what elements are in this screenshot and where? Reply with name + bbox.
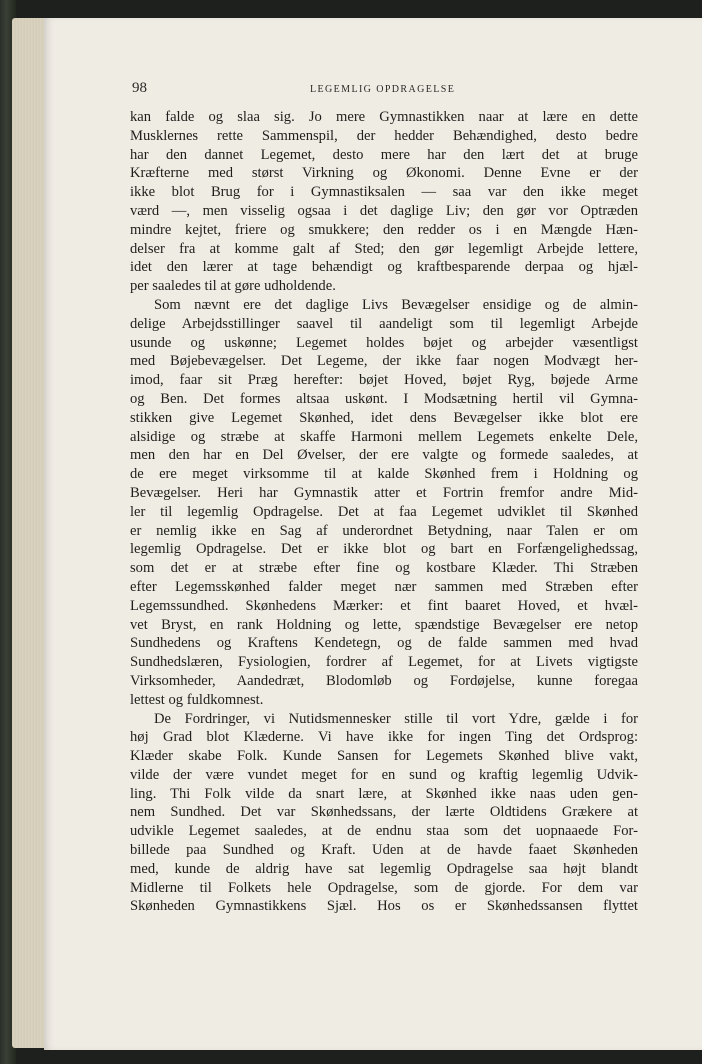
running-head: LEGEMLIG OPDRAGELSE bbox=[310, 84, 456, 95]
text-line: idet den lærer at tage behændigt og kraftbesparende derpaa og hjæl- bbox=[130, 259, 638, 276]
text-line: delige Arbejdsstillinger saavel til aandeligt som til legemligt Arbejde bbox=[130, 315, 638, 332]
text-line: vet Bryst, en rank Holdning og lette, spændstige Bevægelser ere netop bbox=[130, 616, 638, 633]
text-line: legemlig Opdragelse. Det er ikke blot og bart en Forfængelighedssag, bbox=[130, 541, 638, 558]
text-line: Virksomheder, Aandedræt, Blodomløb og Fordøjelse, kunne foregaa bbox=[130, 672, 638, 689]
text-line: vilde der være vundet meget for en sund og kraftig legemlig Udvik- bbox=[130, 766, 638, 783]
text-line: høj Grad blot Klæderne. Vi have ikke for ingen Ting det Ordsprog: bbox=[130, 729, 638, 746]
text-line: ling. Thi Folk vilde da snart lære, at Skønhed ikke naas uden gen- bbox=[130, 785, 638, 802]
text-line: ikke blot Brug for i Gymnastiksalen — saa var den ikke meget bbox=[130, 184, 638, 201]
text-line: Sundhedens og Kraftens Kendetegn, og de falde sammen med hvad bbox=[130, 635, 638, 652]
text-line: Skønheden Gymnastikkens Sjæl. Hos os er Skønhedssansen flyttet bbox=[130, 898, 638, 915]
text-line: har den dannet Legemet, desto mere har den lært det at bruge bbox=[130, 146, 638, 163]
page-edges bbox=[12, 18, 46, 1048]
text-line: billede paa Sundhed og Kraft. Uden at de havde faaet Skønheden bbox=[130, 842, 638, 859]
text-line: mindre kejtet, friere og smukkere; den redder os i en Mængde Hæn- bbox=[130, 221, 638, 238]
text-line: per saaledes til at gøre udholdende. bbox=[130, 278, 336, 295]
text-line: lettest og fuldkomnest. bbox=[130, 691, 264, 708]
text-line: med, kunde de aldrig have sat legemlig Opdragelse saa højt blandt bbox=[130, 860, 638, 877]
text-line: De Fordringer, vi Nutidsmennesker stille til vort Ydre, gælde i for bbox=[154, 710, 638, 727]
text-line: Klæder skabe Folk. Kunde Sansen for Legemets Skønhed blive vakt, bbox=[130, 748, 638, 765]
text-line: udvikle Legemet saaledes, at de endnu staa som det uopnaaede For- bbox=[130, 823, 638, 840]
text-line: men den har en Del Øvelser, der ere valgte og formede saaledes, at bbox=[130, 447, 638, 464]
page-number: 98 bbox=[132, 80, 147, 96]
text-line: nem Sundhed. Det var Skønhedssans, der lærte Oldtidens Grækere at bbox=[130, 804, 638, 821]
text-line: Som nævnt ere det daglige Livs Bevægelser ensidige og de almin- bbox=[154, 296, 638, 313]
text-line: ler til legemlig Opdragelse. Det at faa Legemet udviklet til Skønhed bbox=[130, 503, 638, 520]
text-line: Sundhedslæren, Fysiologien, fordrer af Legemet, for at Livets vigtigste bbox=[130, 654, 638, 671]
text-line: Kræfterne med størst Virkning og Økonomi. Denne Evne er der bbox=[130, 165, 638, 182]
text-line: og Ben. Det formes altsaa uskønt. I Modsætning hertil vil Gymna- bbox=[130, 390, 638, 407]
text-line: de ere meget virksomme til at kalde Skønhed frem i Holdning og bbox=[130, 466, 638, 483]
text-line: efter Legemsskønhed falder meget nær sammen med Stræben efter bbox=[130, 578, 638, 595]
text-line: som det er at stræbe efter fine og kostbare Klæder. Thi Stræben bbox=[130, 560, 638, 577]
text-line: værd —, men visselig ogsaa i det daglige Liv; den gør vor Optræden bbox=[130, 202, 638, 219]
text-line: Legemssundhed. Skønhedens Mærker: et fint baaret Hoved, et hvæl- bbox=[130, 597, 638, 614]
text-line: Midlerne til Folkets hele Opdragelse, som de gjorde. For dem var bbox=[130, 879, 638, 896]
text-line: usunde og uskønne; Legemet holdes bøjet og arbejder væsentligst bbox=[130, 334, 638, 351]
text-line: er nemlig ikke en Sag af underordnet Betydning, naar Talen er om bbox=[130, 522, 638, 539]
text-line: stikken give Legemet Skønhed, idet dens Bevægelser ikke blot ere bbox=[130, 409, 638, 426]
text-line: kan falde og slaa sig. Jo mere Gymnastikken naar at lære en dette bbox=[130, 109, 638, 125]
text-line: med Bøjebevægelser. Det Legeme, der ikke faar nogen Modvægt her- bbox=[130, 353, 638, 370]
text-line: Musklernes rette Sammenspil, der hedder Behændighed, desto bedre bbox=[130, 127, 638, 144]
text-line: alsidige og stræbe at skaffe Harmoni mellem Legemets enkelte Dele, bbox=[130, 428, 638, 445]
text-line: delser fra at komme galt af Sted; den gør legemligt Arbejde lettere, bbox=[130, 240, 638, 257]
text-line: imod, faar sit Præg herefter: bøjet Hoved, bøjet Ryg, bøjede Arme bbox=[130, 372, 638, 389]
text-line: Bevægelser. Heri har Gymnastik atter et Fortrin fremfor andre Mid- bbox=[130, 484, 638, 501]
body-text bbox=[130, 108, 638, 916]
